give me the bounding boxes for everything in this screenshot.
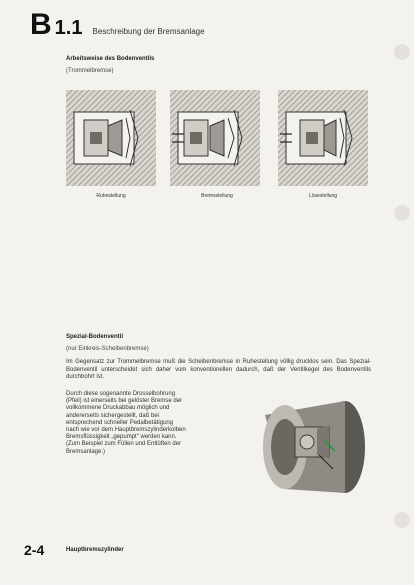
caption-release: Lösestellung bbox=[308, 193, 338, 199]
section-letter: B bbox=[30, 8, 51, 41]
valve-diagram-rest bbox=[66, 90, 156, 186]
section2-subtitle: (nur Einkreis-Scheibenbremse) bbox=[66, 346, 149, 352]
punch-hole bbox=[394, 44, 410, 60]
section1-title: Arbeitsweise des Bodenventils bbox=[66, 56, 155, 62]
section2-title: Spezial-Bodenventil bbox=[66, 334, 124, 340]
punch-hole bbox=[394, 512, 410, 528]
paragraph-intro: Im Gegensatz zur Trommelbremse muß die Scheibenbremse in Ruhestellung völlig drucklos sein. Das Spezial-Bodenventil unterscheidet sich daher vom konventionellen dadurch, daß der Ventilkegel des Bodenventils durchbohrt ist. bbox=[66, 359, 371, 381]
footer-title: Hauptbremszylinder bbox=[66, 547, 124, 553]
section1-subtitle: (Trommelbremse) bbox=[66, 68, 114, 74]
caption-brake: Bremsstellung bbox=[201, 193, 233, 199]
valve-diagram-brake bbox=[170, 90, 260, 186]
valve-diagram-release bbox=[278, 90, 368, 186]
valve-cutaway-photo bbox=[255, 385, 367, 495]
page-number: 2-4 bbox=[24, 542, 45, 558]
page-header bbox=[30, 8, 205, 42]
section-number: 1.1 bbox=[54, 17, 83, 39]
caption-rest: Ruhestellung bbox=[96, 193, 126, 199]
paragraph-detail: Durch diese sogenannte Drosselbohrung (Pfeil) ist einerseits bei gelöster Bremse der vollkommene Druckabbau möglich und andererseits sichergestellt, daß bei entsprechend schneller Pedalbetätigung nach wie vor dem Hauptbremszylinderkolben Bremsflüssigkeit „gepumpt" werden kann. (Zum Beispiel zum Füllen und Entlüften der Bremsanlage.) bbox=[66, 391, 186, 455]
punch-hole bbox=[394, 205, 410, 221]
section-title: Beschreibung der Bremsanlage bbox=[92, 27, 205, 36]
